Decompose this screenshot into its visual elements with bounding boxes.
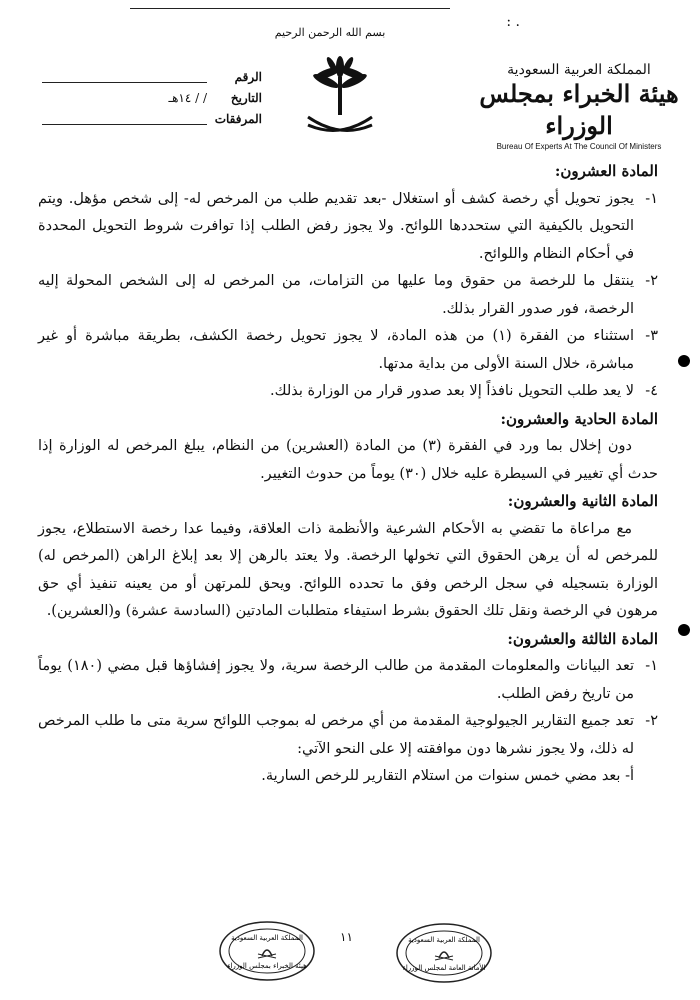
list-item: ١- تعد البيانات والمعلومات المقدمة من طالب الرخصة سرية، ولا يجوز إفشاؤها قبل مضي (١٨٠) يوماً من تاريخ رفض الطلب. — [38, 658, 658, 702]
list-item: ٤- لا يعد طلب التحويل نافذاً إلا بعد صدور قرار من الوزارة بذلك. — [269, 383, 658, 399]
article-23-heading: المادة الثالثة والعشرون: — [507, 629, 658, 648]
country-name: المملكة العربية السعودية — [507, 62, 651, 78]
list-item: ١- يجوز تحويل أي رخصة كشف أو استغلال -بعد تقديم طلب من المرخص له- إلى شخص مؤهل. ويتم التحويل بالكيفية التي ستحددها اللوائح. ولا يجوز رفض الطلب إذا توافرت شروط التحويل المحددة في أحكام النظام واللوائح. — [38, 190, 658, 262]
attachments-label: المرفقات — [214, 111, 262, 126]
list-item: ٢- ينتقل ما للرخصة من حقوق وما عليها من التزامات، من المرخص له إلى الشخص المحولة إليه الرخصة، فور صدور القرار بذلك. — [38, 273, 658, 317]
top-rule — [130, 8, 450, 9]
basmala: بسم الله الرحمن الرحيم — [274, 26, 386, 39]
seal-left-top-text: المملكة العربية السعودية — [231, 934, 303, 942]
bureau-name-ar: هيئة الخبراء بمجلس الوزراء — [479, 79, 679, 140]
date-value: / / ١٤هـ — [168, 90, 207, 105]
punch-hole-top — [678, 355, 690, 367]
seal-left-bottom-text: هيئة الخبراء بمجلس الوزراء — [227, 962, 307, 970]
saudi-emblem-icon — [300, 55, 380, 145]
list-item: ٣- استثناء من الفقرة (١) من هذه المادة، لا يجوز تحويل رخصة الكشف، بطريقة مباشرة أو غير مباشرة، خلال السنة الأولى من بداية مدتها. — [38, 328, 658, 372]
top-dots: : . — [506, 14, 520, 30]
official-seal-right — [395, 922, 493, 984]
date-label: التاريخ — [230, 90, 262, 105]
official-seal-left — [218, 920, 316, 982]
seal-right-bottom-text: الأمانة العامة لمجلس الوزراء — [402, 964, 486, 972]
page-number: ١١ — [340, 930, 353, 944]
organization-block — [474, 62, 684, 151]
article-22-heading: المادة الثانية والعشرون: — [507, 492, 658, 510]
article-21-paragraph: دون إخلال بما ورد في الفقرة (٣) من المادة (العشرين) من النظام، يبلغ المرخص له الوزارة إذا حدث أي تغيير في السيطرة عليه خلال (٣٠) يوماً من حدوث التغيير. — [38, 438, 658, 482]
reference-block — [42, 66, 262, 129]
article-22-paragraph: مع مراعاة ما تقضي به الأحكام الشرعية والأنظمة ذات العلاقة، وفيما عدا رخصة الاستطلاع، يجوز للمرخص له أن يرهن الحقوق التي تخولها الرخصة. ولا يعتد بالرهن إلا بعد إبلاغ الراهن (المرخص له) الوزارة بتسجيله في سجل الرخص وفق ما تحدده اللوائح. ويحق للمرتهن أو من يعينه تنفيذ أي حق مرهون في الرخصة ونقل تلك الحقوق بشرط استيفاء متطلبات المادتين (السادسة عشرة) و(العشرين). — [38, 520, 658, 619]
list-item: ٢- تعد جميع التقارير الجيولوجية المقدمة من أي مرخص له بموجب اللوائح سرية متى ما طلب المرخص له ذلك، ولا يجوز نشرها دون موافقته إلا على النحو الآتي: — [38, 713, 658, 757]
article-20-heading: المادة العشرون: — [554, 162, 658, 180]
seal-right-top-text: المملكة العربية السعودية — [408, 936, 480, 944]
document-body — [38, 158, 658, 791]
punch-hole-bottom — [678, 624, 690, 636]
attachments-line — [42, 113, 207, 125]
article-23-subitem: أ- بعد مضي خمس سنوات من استلام التقارير للرخص السارية. — [261, 768, 634, 784]
bureau-name-en: Bureau Of Experts At The Council Of Ministers — [496, 142, 662, 151]
number-label: الرقم — [234, 69, 262, 84]
article-21-heading: المادة الحادية والعشرون: — [500, 409, 658, 428]
number-line — [42, 71, 207, 83]
